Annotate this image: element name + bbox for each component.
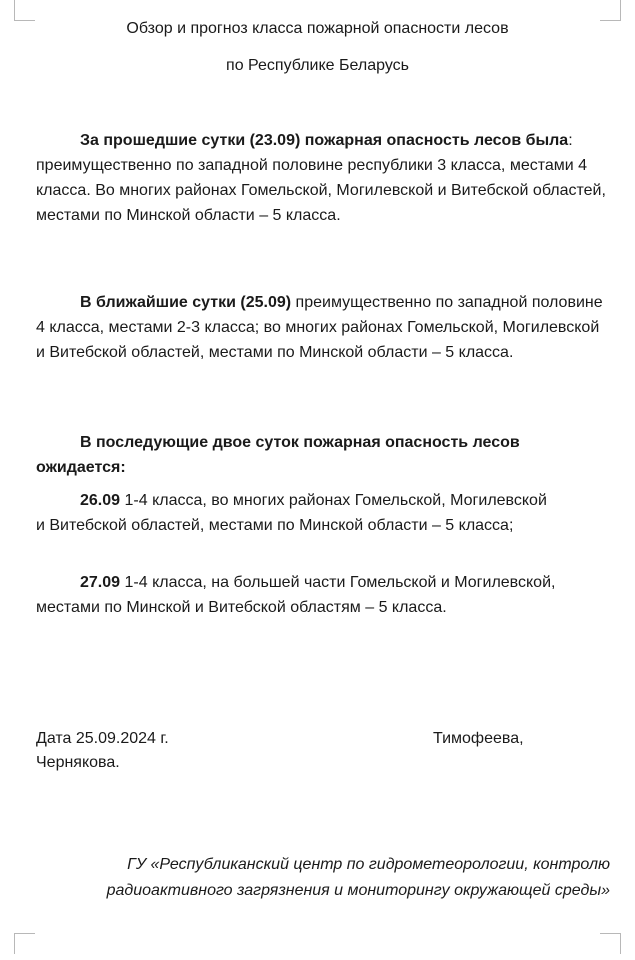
past-day-paragraph <box>36 128 611 228</box>
signature-name-1: Тимофеева, <box>433 730 524 747</box>
footer-line-2: радиоактивного загрязнения и мониторингу окружающей среды» <box>106 882 610 899</box>
signature-name-2: Чернякова. <box>36 754 120 771</box>
page-corner-mark <box>600 933 621 954</box>
document-subtitle: по Республике Беларусь <box>226 57 409 74</box>
forecast-text: 1-4 класса, во многих районах Гомельской, Могилевской <box>120 492 547 509</box>
following-days-heading-text: В последующие двое суток пожарная опасность лесов ожидается: <box>36 434 520 476</box>
past-day-lead: За прошедшие сутки (23.09) пожарная опасность лесов была <box>80 132 569 149</box>
organization-footer <box>30 852 610 904</box>
page-corner-mark <box>14 0 35 21</box>
next-day-lead: В ближайшие сутки (25.09) <box>80 294 292 311</box>
page-corner-mark <box>14 933 35 954</box>
signature-date: Дата 25.09.2024 г. <box>36 730 169 747</box>
forecast-text: 1-4 класса, на большей части Гомельской и Могилевской, местами по Минской и Витебской областям – 5 класса. <box>36 574 556 616</box>
document-title: Обзор и прогноз класса пожарной опасности лесов <box>126 20 509 37</box>
next-day-text: преимущественно по западной половине 4 класса, местами 2-3 класса; во многих районах Гомельской, Могилевской и Витебской областей, местами по Минской области – 5 класса. <box>36 294 603 361</box>
forecast-item <box>36 570 611 620</box>
footer-line-1: ГУ «Республиканский центр по гидрометеорологии, контролю <box>127 856 610 873</box>
page-corner-mark <box>600 0 621 21</box>
forecast-item-line <box>36 488 611 513</box>
forecast-text-continuation: и Витебской областей, местами по Минской области – 5 класса; <box>36 517 514 534</box>
forecast-date: 27.09 <box>80 574 121 591</box>
past-day-text: : преимущественно по западной половине республики 3 класса, местами 4 класса. Во многих районах Гомельской, Могилевской и Витебской областей, местами по Минской области – 5 класса. <box>36 132 606 224</box>
following-days-heading <box>36 430 611 480</box>
forecast-item <box>36 488 611 538</box>
next-day-paragraph <box>36 290 611 365</box>
forecast-date: 26.09 <box>80 492 121 509</box>
